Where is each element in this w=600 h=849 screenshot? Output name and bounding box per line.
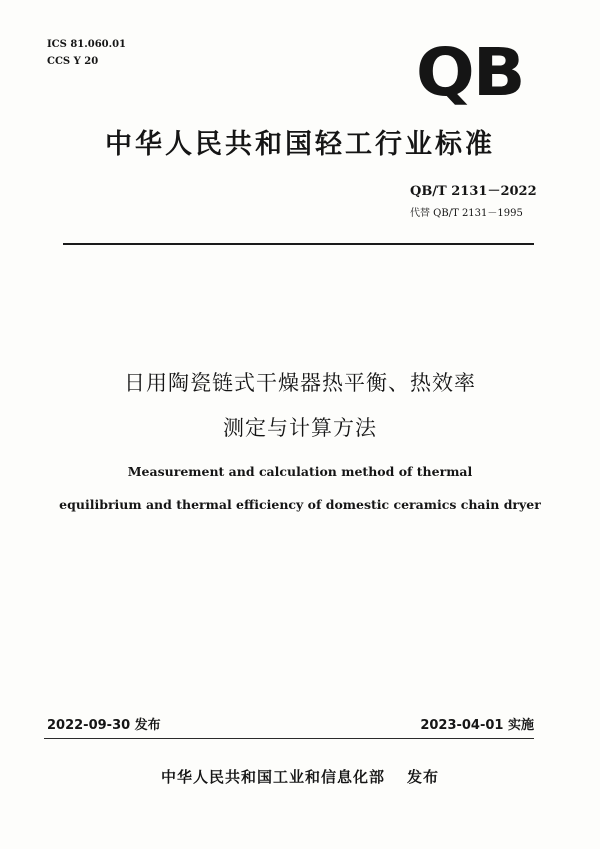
chinese-title-line-2: 测定与计算方法 — [223, 416, 377, 440]
ics-code: ICS 81.060.01 — [47, 39, 127, 50]
issue-label: 发布 — [407, 768, 440, 786]
header-divider — [63, 243, 534, 245]
standard-category-title: 中华人民共和国轻工行业标准 — [105, 129, 495, 160]
issuer-line — [0, 766, 600, 787]
footer-divider — [44, 738, 534, 739]
qb-logo: QB — [415, 34, 523, 111]
standard-number: QB/T 2131－2022 — [410, 184, 537, 199]
english-title-line-1: Measurement and calculation method of thermal — [127, 464, 473, 479]
classification-block — [47, 36, 126, 70]
chinese-title-line-1: 日用陶瓷链式干燥器热平衡、热效率 — [124, 371, 476, 395]
english-title-line-2: equilibrium and thermal efficiency of domestic ceramics chain dryer — [59, 497, 541, 512]
publish-date: 2022-09-30 发布 — [47, 718, 161, 733]
implement-date: 2023-04-01 实施 — [420, 718, 534, 733]
replaces-standard: 代替 QB/T 2131－1995 — [410, 208, 523, 219]
ccs-code: CCS Y 20 — [47, 56, 99, 67]
issuer-name: 中华人民共和国工业和信息化部 — [160, 768, 385, 786]
